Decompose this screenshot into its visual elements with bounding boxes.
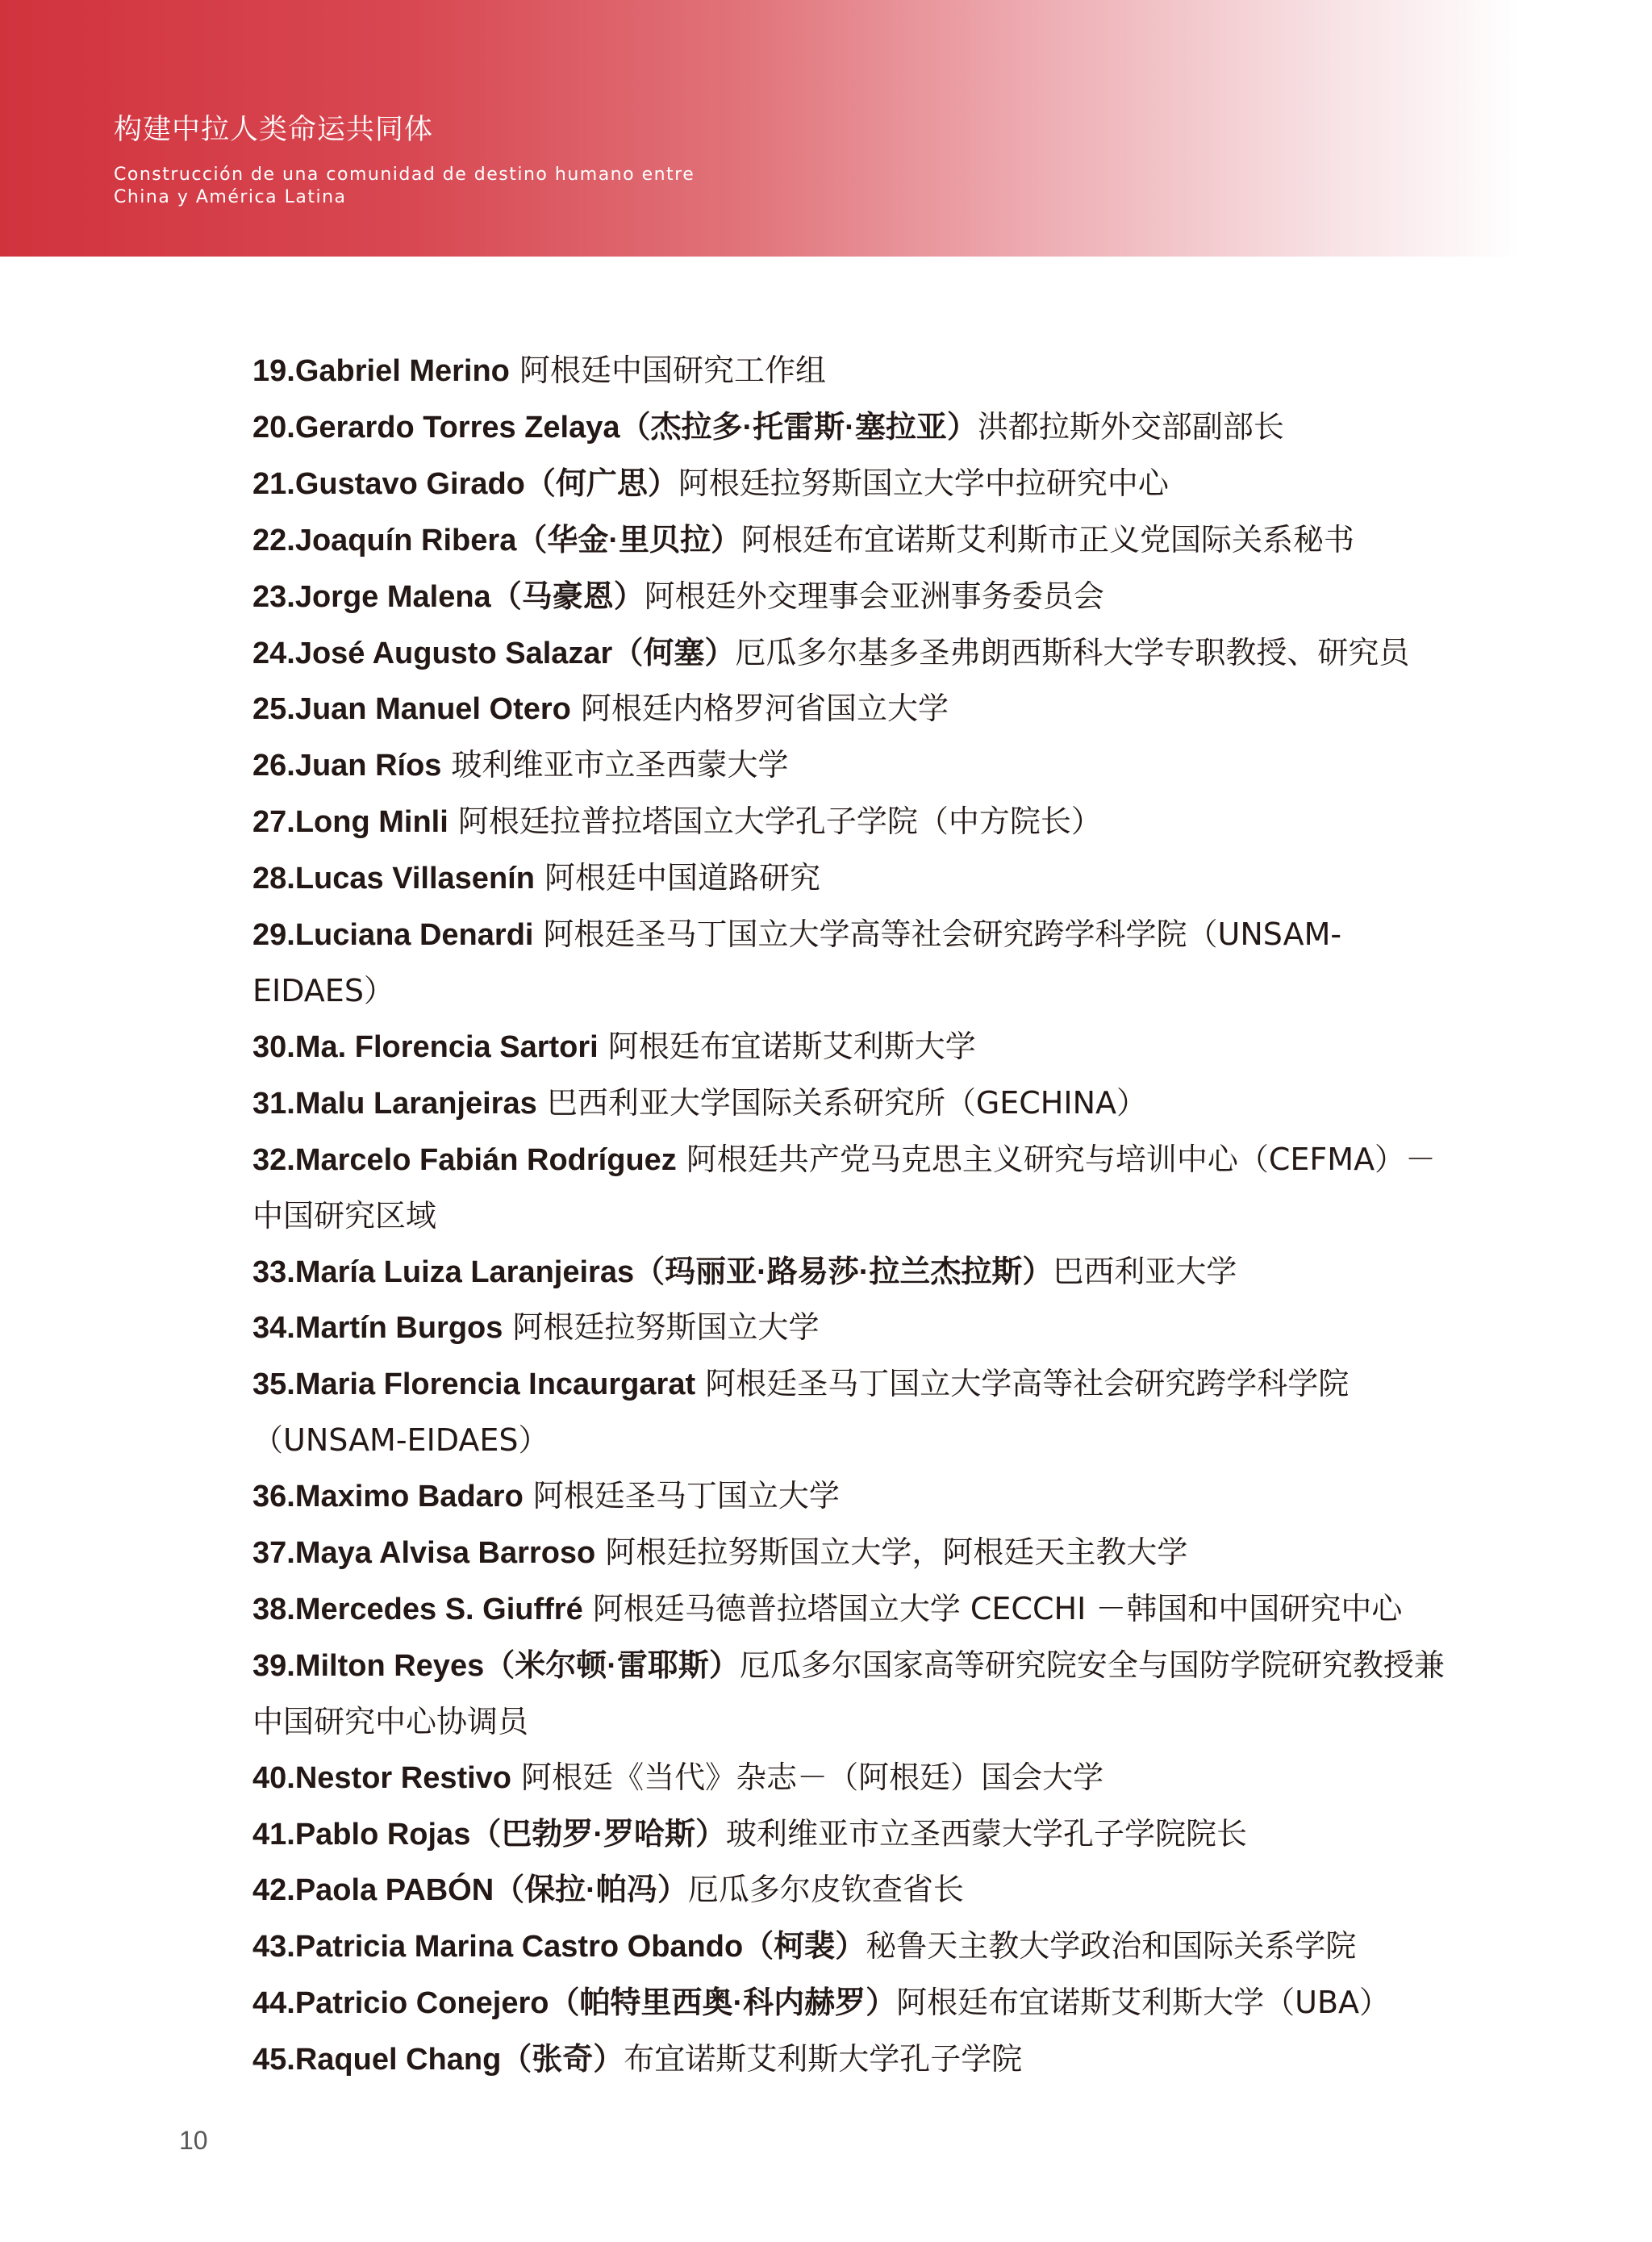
header-title: 构建中拉人类命运共同体: [114, 114, 434, 146]
entry-name: 21.Gustavo Girado（何广思）: [252, 466, 678, 501]
entry-name: 26.Juan Ríos: [252, 749, 442, 783]
entry-affiliation: 厄瓜多尔皮钦查省长: [687, 1872, 964, 1908]
entry-affiliation: 阿根廷马德普拉塔国立大学 CECCHI －韩国和中国研究中心: [582, 1590, 1403, 1626]
list-item: [252, 1862, 1450, 1918]
entry-affiliation: 阿根廷共产党马克思主义研究与培训中心（CEFMA）－中国研究区域: [252, 1141, 1437, 1234]
entry-name: 20.Gerardo Torres Zelaya（杰拉多·托雷斯·塞拉亚）: [252, 410, 978, 445]
list-item: [252, 1075, 1450, 1132]
entry-affiliation: 玻利维亚市立圣西蒙大学孔子学院院长: [725, 1815, 1247, 1852]
entry-affiliation: 厄瓜多尔国家高等研究院安全与国防学院研究教授兼中国研究中心协调员: [252, 1647, 1445, 1739]
entry-name: 37.Maya Alvisa Barroso: [252, 1536, 596, 1571]
list-item: [252, 456, 1450, 512]
entry-name: 25.Juan Manuel Otero: [252, 692, 571, 727]
list-item: [252, 1975, 1450, 2031]
entry-affiliation: 秘鲁天主教大学政治和国际关系学院: [866, 1928, 1357, 1964]
entry-affiliation: 巴西利亚大学国际关系研究所（GECHINA）: [536, 1084, 1148, 1121]
list-item: [252, 1806, 1450, 1863]
list-item: [252, 1132, 1450, 1244]
entry-affiliation: 阿根廷圣马丁国立大学高等社会研究跨学科学院（UNSAM-EIDAES）: [252, 916, 1342, 1008]
list-item: [252, 1581, 1450, 1638]
entry-name: 22.Joaquín Ribera（华金·里贝拉）: [252, 523, 741, 557]
entry-affiliation: 阿根廷拉普拉塔国立大学孔子学院（中方院长）: [448, 804, 1102, 840]
entry-name: 30.Ma. Florencia Sartori: [252, 1029, 599, 1064]
list-item: [252, 1019, 1450, 1075]
list-item: [252, 1750, 1450, 1806]
entry-affiliation: 阿根廷布宜诺斯艾利斯大学: [598, 1028, 976, 1064]
list-item: [252, 737, 1450, 794]
entry-affiliation: 布宜诺斯艾利斯大学孔子学院: [624, 2041, 1023, 2077]
list-item: [252, 399, 1450, 456]
entry-name: 33.María Luiza Laranjeiras（玛丽亚·路易莎·拉兰杰拉斯）: [252, 1255, 1053, 1289]
entry-name: 32.Marcelo Fabián Rodríguez: [252, 1142, 677, 1177]
entry-name: 27.Long Minli: [252, 805, 448, 840]
entry-name: 31.Malu Laranjeiras: [252, 1086, 537, 1121]
entry-name: 44.Patricio Conejero（帕特里西奥·科内赫罗）: [252, 1986, 897, 2021]
entry-name: 45.Raquel Chang（张奇）: [252, 2043, 624, 2077]
entry-name: 41.Pablo Rojas（巴勃罗·罗哈斯）: [252, 1817, 726, 1852]
header-banner: [0, 0, 1652, 257]
entry-name: 43.Patricia Marina Castro Obando（柯裴）: [252, 1930, 866, 1964]
list-item: [252, 1525, 1450, 1581]
list-item: [252, 794, 1450, 850]
list-item: [252, 1300, 1450, 1356]
entry-affiliation: 阿根廷《当代》杂志－（阿根廷）国会大学: [511, 1759, 1104, 1795]
entry-affiliation: 阿根廷布宜诺斯艾利斯大学（UBA）: [896, 1985, 1391, 2021]
list-item: [252, 907, 1450, 1019]
list-item: [252, 343, 1450, 399]
entry-affiliation: 厄瓜多尔基多圣弗朗西斯科大学专职教授、研究员: [735, 634, 1410, 670]
entry-affiliation: 阿根廷内格罗河省国立大学: [570, 691, 949, 727]
entry-name: 29.Luciana Denardi: [252, 918, 534, 953]
entry-name: 34.Martín Burgos: [252, 1311, 503, 1346]
entry-affiliation: 阿根廷外交理事会亚洲事务委员会: [644, 578, 1104, 614]
entry-affiliation: 阿根廷布宜诺斯艾利斯市正义党国际关系秘书: [740, 521, 1354, 557]
list-item: [252, 1468, 1450, 1525]
entry-affiliation: 阿根廷中国研究工作组: [509, 353, 826, 388]
list-item: [252, 625, 1450, 682]
entry-name: 40.Nestor Restivo: [252, 1760, 512, 1795]
header-subtitle-line-1: Construcción de una comunidad de destino humano entre: [114, 165, 695, 185]
header-subtitle: [114, 164, 695, 209]
list-item: [252, 512, 1450, 569]
entry-name: 24.José Augusto Salazar（何塞）: [252, 636, 736, 670]
entry-name: 28.Lucas Villasenín: [252, 862, 535, 896]
list-item: [252, 681, 1450, 737]
participant-list: [252, 343, 1450, 2088]
entry-affiliation: 阿根廷拉努斯国立大学: [503, 1309, 820, 1346]
entry-affiliation: 阿根廷中国道路研究: [534, 860, 821, 896]
entry-name: 19.Gabriel Merino: [252, 354, 510, 388]
entry-name: 42.Paola PABÓN（保拉·帕冯）: [252, 1873, 688, 1908]
entry-affiliation: 阿根廷拉努斯国立大学中拉研究中心: [678, 465, 1169, 501]
entry-name: 38.Mercedes S. Giuffré: [252, 1592, 583, 1626]
header-subtitle-line-2: China y América Latina: [114, 187, 347, 207]
list-item: [252, 2031, 1450, 2088]
entry-affiliation: 阿根廷拉努斯国立大学，阿根廷天主教大学: [595, 1534, 1188, 1571]
entry-affiliation: 阿根廷圣马丁国立大学高等社会研究跨学科学院（UNSAM-EIDAES）: [252, 1366, 1350, 1459]
entry-name: 23.Jorge Malena（马豪恩）: [252, 579, 645, 614]
entry-affiliation: 阿根廷圣马丁国立大学: [523, 1478, 840, 1514]
list-item: [252, 1918, 1450, 1975]
list-item: [252, 569, 1450, 625]
entry-name: 36.Maximo Badaro: [252, 1480, 524, 1514]
list-item: [252, 1638, 1450, 1750]
entry-affiliation: 玻利维亚市立圣西蒙大学: [441, 747, 789, 783]
list-item: [252, 850, 1450, 907]
list-item: [252, 1356, 1450, 1468]
entry-affiliation: 洪都拉斯外交部副部长: [977, 408, 1284, 445]
entry-affiliation: 巴西利亚大学: [1053, 1253, 1237, 1289]
entry-name: 35.Maria Florencia Incaurgarat: [252, 1367, 696, 1402]
page-number: 10: [179, 2126, 208, 2155]
entry-name: 39.Milton Reyes（米尔顿·雷耶斯）: [252, 1648, 740, 1683]
list-item: [252, 1244, 1450, 1301]
